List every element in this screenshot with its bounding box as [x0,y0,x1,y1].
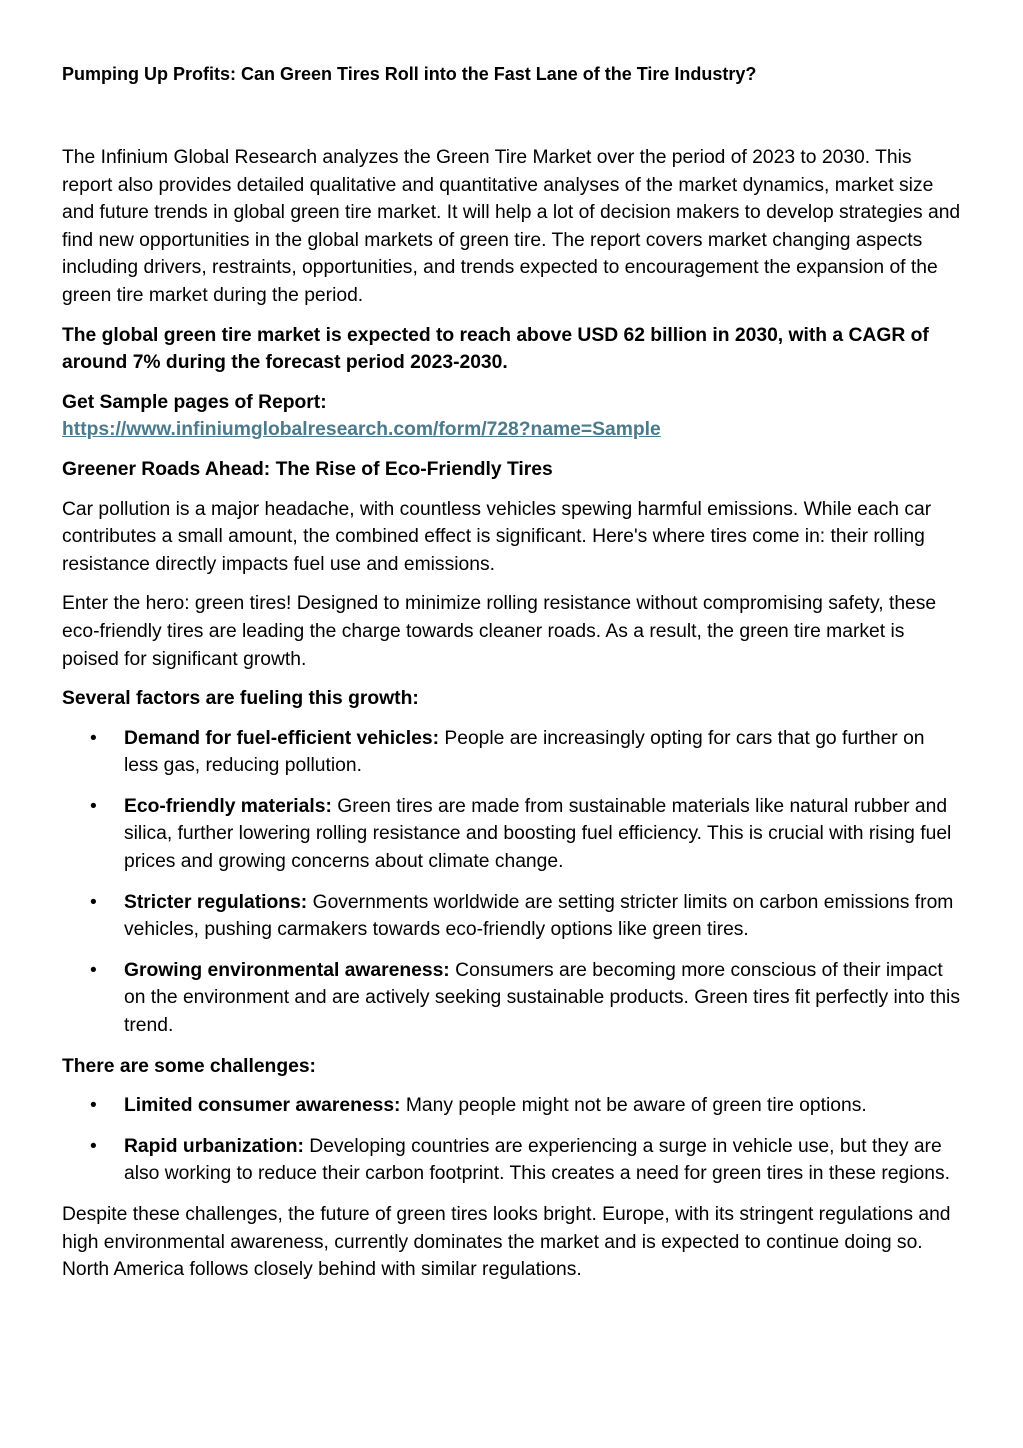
sample-link[interactable]: https://www.infiniumglobalresearch.com/form/728?name=Sample [62,419,661,441]
sample-label: Get Sample pages of Report: [62,391,327,413]
list-item [62,889,961,944]
factor-text: People are increasingly opting for cars that go further on less gas, reducing pollution. [124,727,925,777]
factor-label: Growing environmental awareness: [124,959,450,981]
closing-paragraph: Despite these challenges, the future of green tires looks bright. Europe, with its stringent regulations and high environmental awareness, currently dominates the market and is expected to continue doing so. North America follows closely behind with similar regulations. [62,1204,951,1281]
factor-label: Stricter regulations: [124,891,308,913]
document-title: Pumping Up Profits: Can Green Tires Roll into the Fast Lane of the Tire Industry? [62,64,757,84]
list-item [62,957,961,1040]
section-heading: Greener Roads Ahead: The Rise of Eco-Friendly Tires [62,458,553,480]
bullet-icon: • [90,1095,97,1117]
challenge-label: Limited consumer awareness: [124,1095,401,1117]
factor-text: Consumers are becoming more conscious of their impact on the environment and are actively seeking sustainable products. Green tires fit perfectly into this trend. [124,959,960,1037]
factor-text: Governments worldwide are setting stricter limits on carbon emissions from vehicles, pushing carmakers towards eco-friendly options like green tires. [124,891,954,941]
list-item [62,793,961,876]
factors-list [62,725,961,1040]
factor-label: Demand for fuel-efficient vehicles: [124,727,439,749]
factors-heading: Several factors are fueling this growth: [62,688,419,710]
pollution-paragraph: Car pollution is a major headache, with countless vehicles spewing harmful emissions. While each car contributes a small amount, the combined effect is significant. Here's where tires come in: their rolling resistance directly impacts fuel use and emissions. [62,498,932,575]
bullet-icon: • [90,795,97,817]
bullet-icon: • [90,891,97,913]
challenge-text: Developing countries are experiencing a surge in vehicle use, but they are also working to reduce their carbon footprint. This creates a need for green tires in these regions. [124,1135,950,1185]
list-item [62,1133,961,1188]
challenge-text: Many people might not be aware of green tire options. [400,1095,867,1117]
factor-text: Green tires are made from sustainable materials like natural rubber and silica, further lowering rolling resistance and boosting fuel efficiency. This is crucial with rising fuel prices and growing concerns about climate change. [124,795,952,873]
bullet-icon: • [90,727,97,749]
market-highlight: The global green tire market is expected to reach above USD 62 billion in 2030, with a CAGR of around 7% during the forecast period 2023-2030. [62,324,929,374]
bullet-icon: • [90,1135,97,1157]
list-item [62,725,961,780]
list-item [62,1092,961,1120]
challenge-label: Rapid urbanization: [124,1135,304,1157]
intro-paragraph: The Infinium Global Research analyzes the Green Tire Market over the period of 2023 to 2030. This report also provides detailed qualitative and quantitative analyses of the market dynamics, market size and future trends in global green tire market. It will help a lot of decision makers to develop strategies and find new opportunities in the global markets of green tire. The report covers market changing aspects including drivers, restraints, opportunities, and trends expected to encouragement the expansion of the green tire market during the period. [62,147,961,306]
bullet-icon: • [90,959,97,981]
green-tires-paragraph: Enter the hero: green tires! Designed to minimize rolling resistance without compromising safety, these eco-friendly tires are leading the charge towards cleaner roads. As a result, the green tire market is poised for significant growth. [62,593,937,670]
sample-block [62,389,961,444]
factor-label: Eco-friendly materials: [124,795,332,817]
challenges-list [62,1092,961,1188]
challenges-heading: There are some challenges: [62,1055,316,1077]
